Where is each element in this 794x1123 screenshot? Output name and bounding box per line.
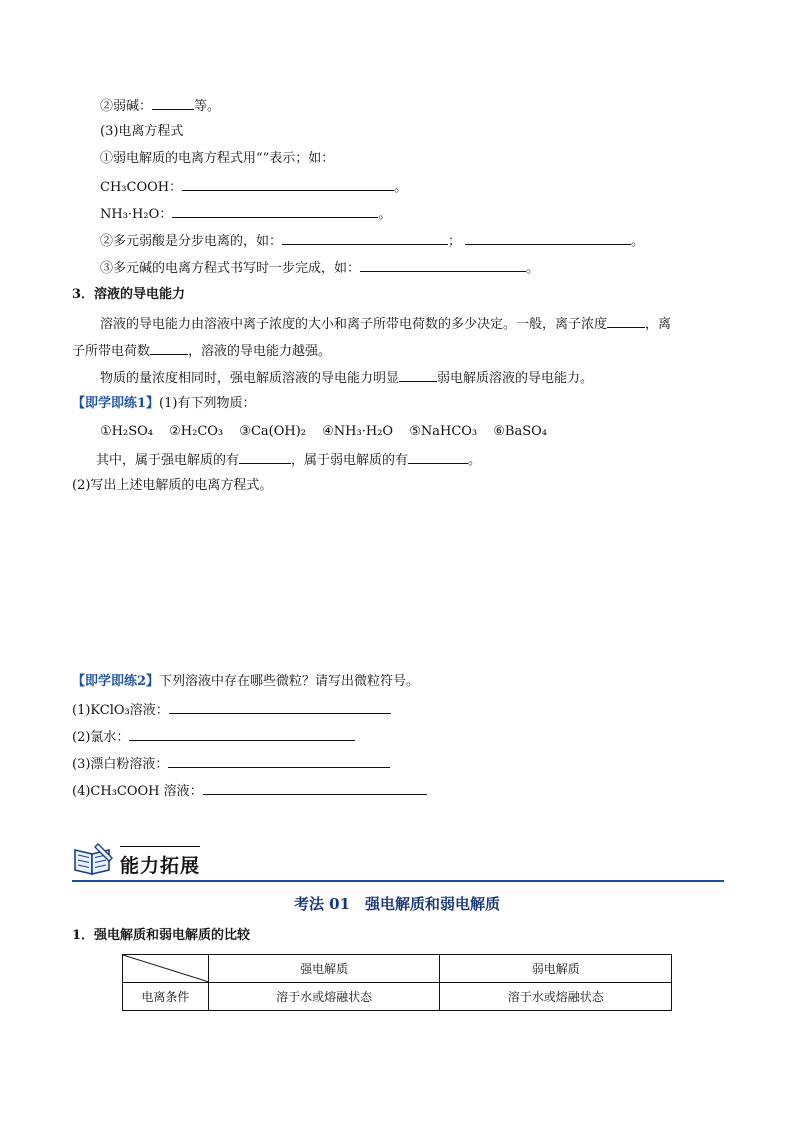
weak-base-tail: 等。 [194, 99, 221, 114]
table-row [123, 983, 672, 1011]
substance-item: ⑥BaSO₄ [493, 424, 548, 439]
substance-item: ①H₂SO₄ [100, 424, 153, 439]
ionization-rule1: ①弱电解质的电离方程式用“”表示；如： [100, 151, 335, 166]
rule3-text: ③多元碱的电离方程式书写时一步完成，如： [100, 261, 361, 276]
blank[interactable] [408, 451, 468, 464]
blank[interactable] [239, 451, 291, 464]
substance-item: ⑤NaHCO₃ [409, 424, 478, 439]
item-label: (2)氯水： [72, 730, 130, 745]
exercise2-tag: 【即学即练2】 [72, 674, 160, 689]
table-cell: 电离条件 [123, 983, 209, 1011]
exercise1-q2: (2)写出上述电解质的电离方程式。 [72, 478, 273, 493]
p1-text-b: ，离 [645, 317, 672, 332]
p1-text-d: ，溶液的导电能力越强。 [188, 344, 332, 359]
rule2-text: ②多元弱酸是分步电离的，如： [100, 234, 283, 249]
blank[interactable] [152, 97, 194, 110]
substance-item: ④NH₃·H₂O [322, 424, 394, 439]
section-subtitle: 1．强电解质和弱电解质的比较 [72, 928, 251, 943]
item-label: (1)KClO₃溶液： [72, 703, 169, 718]
blank[interactable] [607, 315, 645, 328]
exercise1-question [72, 396, 255, 412]
table-cell: 溶于水或熔融状态 [440, 983, 672, 1011]
blank[interactable] [129, 728, 355, 741]
table-corner-cell [123, 955, 209, 983]
formula-ch3cooh: CH₃COOH： [100, 180, 183, 195]
conductivity-p1 [100, 315, 671, 333]
p1-text: 溶液的导电能力由溶液中离子浓度的大小和离子所带电荷数的多少决定。一般，离子浓度 [100, 317, 608, 332]
banner-rule-top [120, 846, 200, 847]
table-header-cell: 强电解质 [208, 955, 440, 983]
weak-base-line [100, 97, 220, 115]
blank[interactable] [169, 701, 391, 714]
exercise1-answer [96, 451, 481, 469]
diagonal-line [123, 955, 209, 982]
p1-text-c: 子所带电荷数 [72, 344, 151, 359]
blank[interactable] [465, 232, 631, 245]
comparison-table [122, 954, 672, 1011]
rule2-sep: ； [448, 234, 462, 249]
exercise1-tag: 【即学即练1】 [72, 396, 160, 411]
item-label: (3)漂白粉溶液： [72, 757, 169, 772]
exercise2-q: 下列溶液中存在哪些微粒？请写出微粒符号。 [159, 674, 420, 689]
substance-list [100, 424, 547, 440]
blank[interactable] [203, 782, 427, 795]
end-mark: 。 [526, 261, 540, 276]
blank[interactable] [360, 259, 526, 272]
ionization-rule3 [100, 259, 539, 277]
conductivity-p1-cont [72, 342, 331, 360]
end-mark: 。 [631, 234, 645, 249]
ionization-heading: (3)电离方程式 [100, 124, 184, 139]
blank[interactable] [182, 178, 394, 191]
exercise2-item [72, 728, 355, 746]
conductivity-heading: 3．溶液的导电能力 [72, 287, 186, 302]
end-mark: 。 [378, 207, 392, 222]
conductivity-p2 [100, 369, 593, 387]
end-mark: 。 [394, 180, 408, 195]
table-header-cell: 弱电解质 [440, 955, 672, 983]
item-label: (4)CH₃COOH 溶液： [72, 784, 203, 799]
exercise2-item [72, 755, 390, 773]
a1-text: 其中，属于强电解质的有 [96, 453, 240, 468]
exercise2-item [72, 701, 391, 719]
weak-base-label: ②弱碱： [100, 99, 153, 114]
ionization-ex1 [100, 178, 407, 196]
section-banner: 能力拓展 [120, 855, 201, 877]
a3-text: 。 [468, 453, 482, 468]
blank[interactable] [150, 342, 188, 355]
blank[interactable] [172, 205, 378, 218]
exercise1-q: (1)有下列物质： [159, 396, 256, 411]
table-header-row [123, 955, 672, 983]
p2-text-b: 弱电解质溶液的导电能力。 [437, 371, 594, 386]
ionization-rule2 [100, 232, 644, 250]
exercise2-question [72, 674, 419, 690]
banner-rule [72, 880, 724, 882]
exercise2-item [72, 782, 427, 800]
book-pencil-icon [72, 842, 114, 876]
table-cell: 溶于水或熔融状态 [208, 983, 440, 1011]
p2-text: 物质的量浓度相同时，强电解质溶液的导电能力明显 [100, 371, 400, 386]
blank[interactable] [399, 369, 437, 382]
substance-item: ③Ca(OH)₂ [239, 424, 306, 439]
substance-item: ②H₂CO₃ [169, 424, 224, 439]
section-title: 考法 01 强电解质和弱电解质 [293, 895, 501, 913]
blank[interactable] [168, 755, 390, 768]
ionization-ex2 [100, 205, 391, 223]
a2-text: ，属于弱电解质的有 [291, 453, 409, 468]
formula-nh3h2o: NH₃·H₂O： [100, 207, 173, 222]
blank[interactable] [282, 232, 448, 245]
